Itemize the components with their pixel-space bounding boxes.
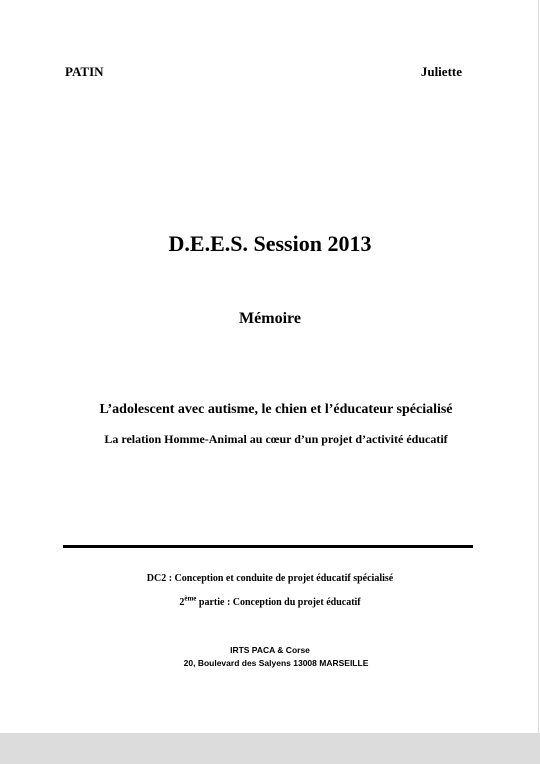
document-type: Mémoire — [239, 310, 301, 327]
institution-address: 20, Boulevard des Salyens 13008 MARSEILLE — [183, 658, 369, 668]
thesis-subtitle: La relation Homme-Animal au cœur d’un projet d’activité éducatif — [104, 432, 448, 446]
institution-name: IRTS PACA & Corse — [230, 645, 310, 655]
part-label: partie : Conception du projet éducatif — [196, 597, 361, 608]
part-superscript: ème — [184, 594, 197, 603]
thesis-title: L’adolescent avec autisme, le chien et l’éducateur spécialisé — [99, 402, 453, 417]
module-dc2: DC2 : Conception et conduite de projet éducatif spécialisé — [146, 573, 394, 584]
author-first-name: Juliette — [420, 64, 462, 79]
divider-line — [63, 545, 473, 548]
session-title: D.E.E.S. Session 2013 — [168, 231, 372, 256]
part-number: 2 — [179, 597, 185, 608]
page-bottom-gap — [0, 733, 540, 764]
module-part — [0, 594, 540, 608]
author-last-name: PATIN — [65, 64, 104, 79]
author-row — [65, 64, 462, 82]
